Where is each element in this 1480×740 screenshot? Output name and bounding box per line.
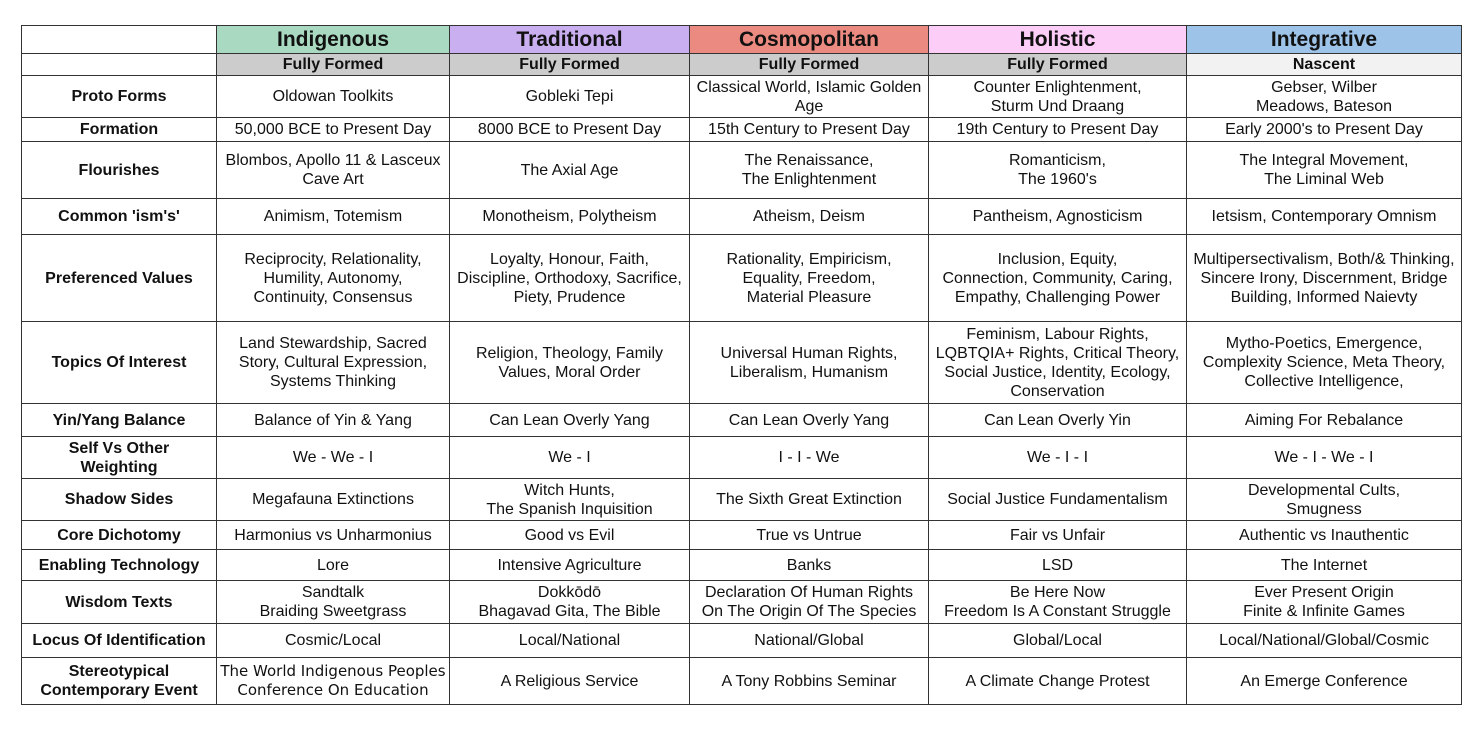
cell-holistic: Counter Enlightenment, Sturm Und Draang: [929, 76, 1187, 118]
cell-traditional: We - I: [450, 437, 690, 479]
table-row: [22, 550, 1462, 581]
cell-traditional: Religion, Theology, Family Values, Moral Order: [450, 322, 690, 404]
cell-traditional: Can Lean Overly Yang: [450, 404, 690, 437]
row-label: Flourishes: [22, 142, 217, 199]
stage-cosmopolitan: Fully Formed: [690, 54, 929, 76]
table-row: [22, 437, 1462, 479]
cell-holistic: We - I - I: [929, 437, 1187, 479]
cell-indigenous: Megafauna Extinctions: [217, 479, 450, 521]
header-blank-cell: [22, 26, 217, 54]
table-row: [22, 624, 1462, 658]
cell-integrative: We - I - We - I: [1187, 437, 1462, 479]
cell-cosmopolitan: Atheism, Deism: [690, 199, 929, 235]
cell-integrative: Multipersectivalism, Both/& Thinking, Sincere Irony, Discernment, Bridge Building, Informed Naievty: [1187, 235, 1462, 322]
row-label: Topics Of Interest: [22, 322, 217, 404]
table-row: [22, 199, 1462, 235]
cell-integrative: An Emerge Conference: [1187, 658, 1462, 705]
cell-integrative: Developmental Cults, Smugness: [1187, 479, 1462, 521]
header-holistic: Holistic: [929, 26, 1187, 54]
cell-cosmopolitan: Universal Human Rights, Liberalism, Humanism: [690, 322, 929, 404]
cell-cosmopolitan: Can Lean Overly Yang: [690, 404, 929, 437]
cell-indigenous: Blombos, Apollo 11 & Lasceux Cave Art: [217, 142, 450, 199]
table-body: [22, 54, 1462, 705]
cell-integrative: The Internet: [1187, 550, 1462, 581]
row-label: Formation: [22, 118, 217, 142]
cell-integrative: Ietsism, Contemporary Omnism: [1187, 199, 1462, 235]
table-row: [22, 76, 1462, 118]
table-row: [22, 142, 1462, 199]
worldview-comparison-table: [21, 25, 1462, 705]
cell-holistic: Inclusion, Equity, Connection, Community, Caring, Empathy, Challenging Power: [929, 235, 1187, 322]
table-row: [22, 479, 1462, 521]
cell-cosmopolitan: True vs Untrue: [690, 521, 929, 550]
cell-integrative: Local/National/Global/Cosmic: [1187, 624, 1462, 658]
cell-holistic: Pantheism, Agnosticism: [929, 199, 1187, 235]
table-row: [22, 658, 1462, 705]
cell-cosmopolitan: 15th Century to Present Day: [690, 118, 929, 142]
cell-integrative: The Integral Movement, The Liminal Web: [1187, 142, 1462, 199]
cell-traditional: 8000 BCE to Present Day: [450, 118, 690, 142]
cell-cosmopolitan: A Tony Robbins Seminar: [690, 658, 929, 705]
cell-holistic: Feminism, Labour Rights, LQBTQIA+ Rights, Critical Theory, Social Justice, Identity, Ecology, Conservation: [929, 322, 1187, 404]
cell-indigenous: Animism, Totemism: [217, 199, 450, 235]
header-cosmopolitan: Cosmopolitan: [690, 26, 929, 54]
cell-holistic: Romanticism, The 1960's: [929, 142, 1187, 199]
cell-integrative: Mytho-Poetics, Emergence, Complexity Science, Meta Theory, Collective Intelligence,: [1187, 322, 1462, 404]
cell-cosmopolitan: Rationality, Empiricism, Equality, Freedom, Material Pleasure: [690, 235, 929, 322]
cell-cosmopolitan: The Sixth Great Extinction: [690, 479, 929, 521]
cell-holistic: LSD: [929, 550, 1187, 581]
row-label: Preferenced Values: [22, 235, 217, 322]
row-label: Proto Forms: [22, 76, 217, 118]
cell-cosmopolitan: Banks: [690, 550, 929, 581]
cell-traditional: The Axial Age: [450, 142, 690, 199]
stage-indigenous: Fully Formed: [217, 54, 450, 76]
cell-indigenous: Land Stewardship, Sacred Story, Cultural Expression, Systems Thinking: [217, 322, 450, 404]
row-label: Core Dichotomy: [22, 521, 217, 550]
cell-integrative: Aiming For Rebalance: [1187, 404, 1462, 437]
stage-row: [22, 54, 1462, 76]
header-row: [22, 26, 1462, 54]
cell-holistic: Social Justice Fundamentalism: [929, 479, 1187, 521]
stage-holistic: Fully Formed: [929, 54, 1187, 76]
cell-holistic: Fair vs Unfair: [929, 521, 1187, 550]
cell-indigenous: Harmonius vs Unharmonius: [217, 521, 450, 550]
cell-indigenous: The World Indigenous Peoples Conference On Education: [217, 658, 450, 705]
row-label: Shadow Sides: [22, 479, 217, 521]
cell-indigenous: Cosmic/Local: [217, 624, 450, 658]
cell-traditional: Intensive Agriculture: [450, 550, 690, 581]
cell-integrative: Gebser, Wilber Meadows, Bateson: [1187, 76, 1462, 118]
cell-holistic: 19th Century to Present Day: [929, 118, 1187, 142]
cell-indigenous: We - We - I: [217, 437, 450, 479]
cell-holistic: Global/Local: [929, 624, 1187, 658]
table-row: [22, 521, 1462, 550]
cell-indigenous: Balance of Yin & Yang: [217, 404, 450, 437]
row-label: Locus Of Identification: [22, 624, 217, 658]
table-row: [22, 118, 1462, 142]
cell-traditional: A Religious Service: [450, 658, 690, 705]
row-label: Stereotypical Contemporary Event: [22, 658, 217, 705]
row-label: Yin/Yang Balance: [22, 404, 217, 437]
cell-holistic: Can Lean Overly Yin: [929, 404, 1187, 437]
header-traditional: Traditional: [450, 26, 690, 54]
cell-traditional: Witch Hunts, The Spanish Inquisition: [450, 479, 690, 521]
cell-indigenous: Sandtalk Braiding Sweetgrass: [217, 581, 450, 624]
cell-cosmopolitan: I - I - We: [690, 437, 929, 479]
stage-integrative: Nascent: [1187, 54, 1462, 76]
cell-holistic: A Climate Change Protest: [929, 658, 1187, 705]
row-label: Self Vs Other Weighting: [22, 437, 217, 479]
cell-indigenous: Reciprocity, Relationality, Humility, Autonomy, Continuity, Consensus: [217, 235, 450, 322]
stage-blank-cell: [22, 54, 217, 76]
cell-integrative: Authentic vs Inauthentic: [1187, 521, 1462, 550]
cell-integrative: Ever Present Origin Finite & Infinite Games: [1187, 581, 1462, 624]
cell-cosmopolitan: The Renaissance, The Enlightenment: [690, 142, 929, 199]
cell-integrative: Early 2000's to Present Day: [1187, 118, 1462, 142]
cell-cosmopolitan: National/Global: [690, 624, 929, 658]
cell-holistic: Be Here Now Freedom Is A Constant Struggle: [929, 581, 1187, 624]
cell-cosmopolitan: Declaration Of Human Rights On The Origin Of The Species: [690, 581, 929, 624]
cell-cosmopolitan: Classical World, Islamic Golden Age: [690, 76, 929, 118]
header-indigenous: Indigenous: [217, 26, 450, 54]
row-label: Wisdom Texts: [22, 581, 217, 624]
cell-indigenous: Lore: [217, 550, 450, 581]
table-row: [22, 235, 1462, 322]
cell-traditional: Monotheism, Polytheism: [450, 199, 690, 235]
table-row: [22, 404, 1462, 437]
cell-traditional: Good vs Evil: [450, 521, 690, 550]
header-integrative: Integrative: [1187, 26, 1462, 54]
table-row: [22, 581, 1462, 624]
row-label: Common 'ism's': [22, 199, 217, 235]
cell-indigenous: 50,000 BCE to Present Day: [217, 118, 450, 142]
row-label: Enabling Technology: [22, 550, 217, 581]
cell-traditional: Local/National: [450, 624, 690, 658]
cell-traditional: Gobleki Tepi: [450, 76, 690, 118]
table-row: [22, 322, 1462, 404]
stage-traditional: Fully Formed: [450, 54, 690, 76]
cell-indigenous: Oldowan Toolkits: [217, 76, 450, 118]
cell-traditional: Loyalty, Honour, Faith, Discipline, Orthodoxy, Sacrifice, Piety, Prudence: [450, 235, 690, 322]
cell-traditional: Dokkōdō Bhagavad Gita, The Bible: [450, 581, 690, 624]
